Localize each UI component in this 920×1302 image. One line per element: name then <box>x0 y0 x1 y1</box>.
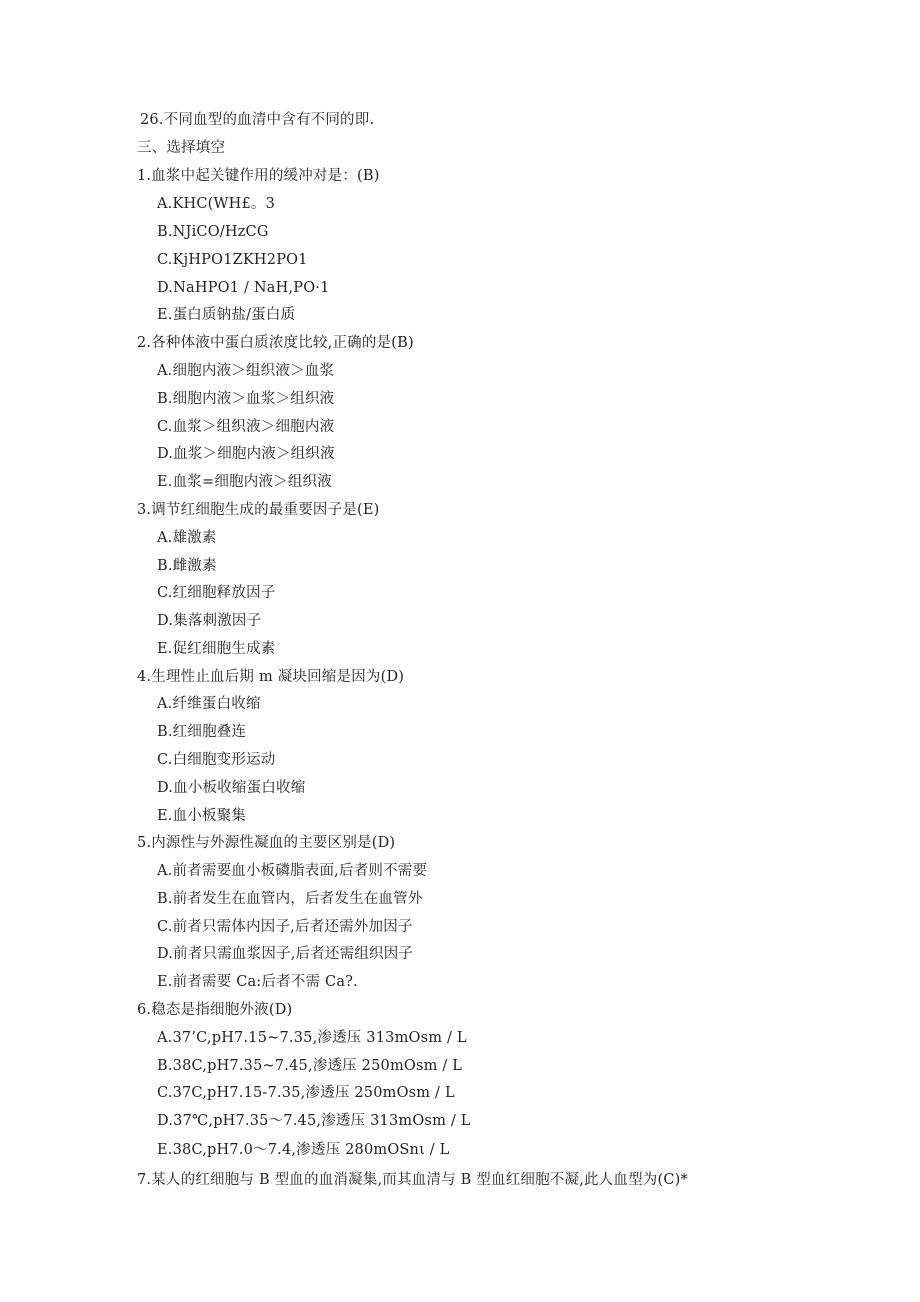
option-d: D.集落刺激因子 <box>157 613 262 629</box>
question-stem: 4.生理性止血后期 m 凝块回缩是因为(D) <box>137 669 405 685</box>
option-d: D.血浆＞细胞内液＞组织液 <box>157 446 335 462</box>
option-c: C.红细胞释放因子 <box>157 585 276 601</box>
option-b: B.红细胞叠连 <box>157 724 247 740</box>
option-b: B.雌激素 <box>157 558 217 574</box>
option-e: E.促红细胞生成素 <box>157 641 276 657</box>
option-a: A.细胞内液＞组织液＞血浆 <box>157 363 335 379</box>
question-stem: 1.血浆中起关键作用的缓冲对是：(B) <box>137 168 380 184</box>
option-b: B.38C,pH7.35~7.45,渗透压 250mOsm / L <box>157 1058 463 1074</box>
question-stem: 5.内源性与外源性凝血的主要区别是(D) <box>137 835 396 851</box>
option-d: D.前者只需血浆因子,后者还需组织因子 <box>157 946 414 962</box>
option-a: A.前者需要血小板磷脂表面,后者则不需要 <box>157 863 428 879</box>
option-c: C.37C,pH7.15-7.35,渗透压 250mOsm / L <box>157 1085 455 1101</box>
option-b: B.细胞内液＞血浆＞组织液 <box>157 391 335 407</box>
option-c: C.前者只需体内因子,后者还需外加因子 <box>157 919 413 935</box>
section-title: 三、选择填空 <box>137 140 226 156</box>
question-stem: 6.稳态是指细胞外液(D) <box>137 1002 293 1018</box>
question-stem: 7.某人的红细胞与 B 型血的血消凝集,而其血清与 B 型血红细胞不凝,此人血型为(C)* <box>137 1172 688 1188</box>
question-stem: 2.各种体液中蛋白质浓度比较,正确的是(B) <box>137 335 414 351</box>
option-e: E.蛋白质钠盐/蛋白质 <box>157 307 296 323</box>
option-a: A.KHC(WH£。3 <box>157 196 276 212</box>
option-a: A.37’C,pH7.15~7.35,渗透压 313mOsm / L <box>157 1030 467 1046</box>
option-e: E.38C,pH7.0～7.4,渗透压 280mOSnι / L <box>157 1142 450 1158</box>
option-d: D.37℃,pH7.35～7.45,渗透压 313mOsm / L <box>157 1113 471 1129</box>
option-a: A.纤维蛋白收缩 <box>157 696 261 712</box>
option-e: E.血小板聚集 <box>157 808 247 824</box>
option-b: B.前者发生在血管内，后者发生在血管外 <box>157 891 423 907</box>
option-e: E.前者需要 Ca:后者不需 Ca?. <box>157 974 358 990</box>
option-b: B.NJiCO/HzCG <box>157 224 269 240</box>
option-c: C.血浆＞组织液＞细胞内液 <box>157 419 335 435</box>
option-d: D.血小板收缩蛋白收缩 <box>157 780 306 796</box>
option-a: A.雄激素 <box>157 530 217 546</box>
option-c: C.白细胞变形运动 <box>157 752 276 768</box>
option-d: D.NaHPO1 / NaH,PO·1 <box>157 280 330 296</box>
option-c: C.KjHPO1ZKH2PO1 <box>157 252 308 268</box>
intro-line: 26.不同血型的血清中含有不同的即. <box>140 112 375 128</box>
option-e: E.血浆=细胞内液＞组织液 <box>157 474 332 490</box>
question-stem: 3.调节红细胞生成的最重要因子是(E) <box>137 502 380 518</box>
